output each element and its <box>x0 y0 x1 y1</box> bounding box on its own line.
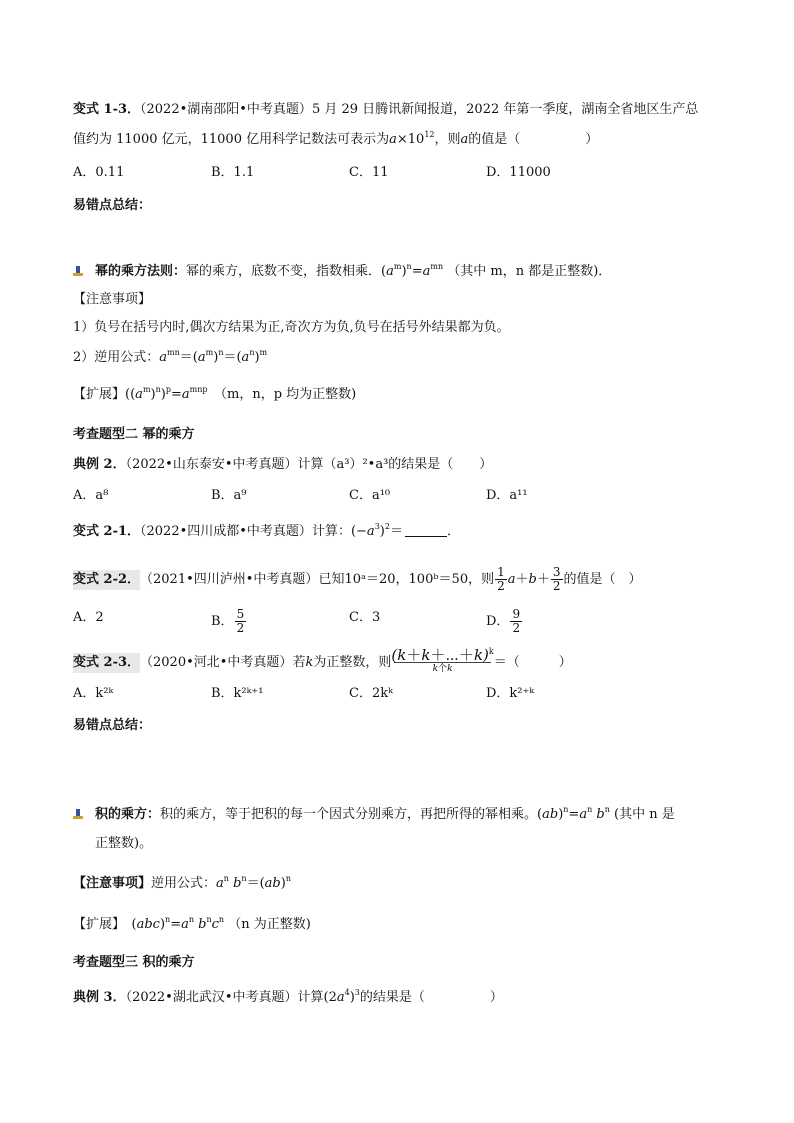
option-b[interactable]: B． $\frac{5}{2}$ <box>211 607 245 635</box>
option-a[interactable]: A．k²ᵏ <box>73 686 114 701</box>
variant-1-3-options <box>73 163 693 183</box>
answer-blank[interactable] <box>405 524 447 537</box>
option-c[interactable]: C．11 <box>349 165 389 180</box>
note-2: 2）逆用公式：$a^{mn}=(a^m)^n=(a^n)^m$ <box>73 348 268 365</box>
question-type-3-title: 考查题型三 积的乘方 <box>73 955 195 970</box>
option-a[interactable]: A．a⁸ <box>73 488 109 503</box>
variant-2-2-options <box>73 607 693 635</box>
option-b[interactable]: B．a⁹ <box>211 488 247 503</box>
example-3: 典例 3．（2022•湖北武汉•中考真题）计算$(2a^4)^3$的结果是（ ） <box>73 988 503 1005</box>
variant-2-3: 变式 2-3．（2020•河北•中考真题）若k为正整数，则 (k＋k＋⋯＋k)$^k$ k个k ＝（ ） <box>73 646 572 674</box>
option-b[interactable]: B．1.1 <box>211 165 255 180</box>
underbrace-expression: (k＋k＋⋯＋k)$^k$ k个k <box>391 646 494 674</box>
option-d[interactable]: D．11000 <box>486 165 551 180</box>
bullet-icon <box>73 266 83 276</box>
product-extension: 【扩展】 $(abc)^n=a^n$ $b^nc^n$ （n 为正整数) <box>73 915 311 932</box>
example-2: 典例 2．（2022•山东泰安•中考真题）计算（a³）²•a³的结果是（ ） <box>73 457 493 472</box>
product-rule-line2: 正整数)。 <box>95 836 153 851</box>
variant-2-2: 变式 2-2．（2021•四川泸州•中考真题）已知10ᵃ＝20，100ᵇ＝50，则 $\frac{1}{2}$ a＋b＋ $\frac{3}{2}$ 的值是（ ） <box>73 565 642 593</box>
option-c[interactable]: C．a¹⁰ <box>349 488 391 503</box>
error-summary-1: 易错点总结： <box>73 198 152 213</box>
variant-1-3-line2: 值约为 11000 亿元，11000 亿用科学记数法可表示为$a\times 10^{12}$，则a的值是（ ） <box>73 130 599 147</box>
option-d[interactable]: D． $\frac{9}{2}$ <box>486 607 521 635</box>
variant-2-3-options <box>73 684 693 704</box>
variant-1-3-line1: 变式 1-3．（2022•湖南邵阳•中考真题）5 月 29 日腾讯新闻报道，2022 年第一季度，湖南全省地区生产总 <box>73 102 699 117</box>
question-type-2-title: 考查题型二 幂的乘方 <box>73 427 195 442</box>
product-rule-line: 积的乘方：积的乘方，等于把积的每一个因式分别乘方，再把所得的幂相乘。$(ab)^n=a^n$ $b^n$ (其中 n 是 <box>73 805 675 825</box>
note-1: 1）负号在括号内时,偶次方结果为正,奇次方为负,负号在括号外结果都为负。 <box>73 320 510 335</box>
bullet-icon <box>73 809 83 819</box>
notes-header-1: 【注意事项】 <box>73 292 152 307</box>
power-extension: 【扩展】$((a^m)^n)^p=a^{mnp}$ （m，n，p 均为正整数) <box>73 385 357 402</box>
example-2-options <box>73 486 693 506</box>
option-b[interactable]: B．k²ᵏ⁺¹ <box>211 686 264 701</box>
math-a-times-10-12: a <box>389 132 397 147</box>
option-c[interactable]: C．2kᵏ <box>349 686 393 701</box>
option-a[interactable]: A．2 <box>73 610 104 625</box>
option-d[interactable]: D．a¹¹ <box>486 488 528 503</box>
option-a[interactable]: A．0.11 <box>73 165 125 180</box>
option-c[interactable]: C．3 <box>349 610 381 625</box>
option-d[interactable]: D．k²⁺ᵏ <box>486 686 535 701</box>
variant-2-1: 变式 2-1．（2022•四川成都•中考真题）计算：$(-a^3)^2=$ ． <box>73 522 460 539</box>
power-rule-line: 幂的乘方法则：幂的乘方，底数不变，指数相乘．$(a^m)^n=a^{mn}$ （其中 m，n 都是正整数)． <box>73 262 611 282</box>
error-summary-2: 易错点总结： <box>73 718 152 733</box>
product-notes: 【注意事项】逆用公式：$a^n$ $b^n=(ab)^n$ <box>73 874 291 891</box>
